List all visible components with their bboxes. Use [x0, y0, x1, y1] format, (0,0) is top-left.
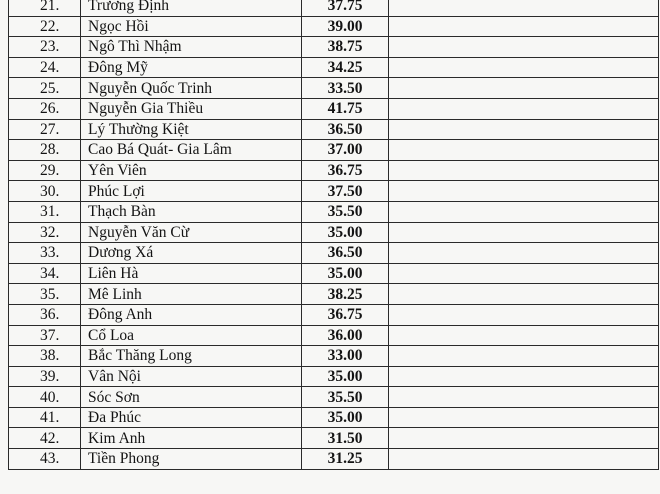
row-number-cell: 32. [9, 222, 81, 243]
score-cell: 37.75 [302, 0, 389, 16]
score-cell: 38.75 [302, 37, 389, 58]
row-number-cell: 21. [9, 0, 81, 16]
table-row [9, 407, 659, 428]
table-row [9, 78, 659, 99]
row-number-cell: 28. [9, 140, 81, 161]
table-row [9, 346, 659, 367]
score-cell: 37.50 [302, 181, 389, 202]
score-cell: 36.75 [302, 160, 389, 181]
note-cell [389, 263, 659, 284]
row-number-cell: 23. [9, 37, 81, 58]
school-name-cell: Mê Linh [81, 284, 302, 305]
score-cell: 39.00 [302, 16, 389, 37]
row-number-cell: 36. [9, 304, 81, 325]
row-number-cell: 22. [9, 16, 81, 37]
score-cell: 35.50 [302, 201, 389, 222]
note-cell [389, 119, 659, 140]
row-number-cell: 37. [9, 325, 81, 346]
note-cell [389, 304, 659, 325]
score-cell: 41.75 [302, 98, 389, 119]
score-cell: 36.50 [302, 243, 389, 264]
table-row [9, 140, 659, 161]
table-row [9, 263, 659, 284]
note-cell [389, 57, 659, 78]
school-name-cell: Nguyễn Gia Thiều [81, 98, 302, 119]
row-number-cell: 24. [9, 57, 81, 78]
row-number-cell: 33. [9, 243, 81, 264]
score-cell: 35.50 [302, 387, 389, 408]
row-number-cell: 43. [9, 449, 81, 470]
school-name-cell: Thạch Bàn [81, 201, 302, 222]
score-cell: 37.00 [302, 140, 389, 161]
table-row [9, 57, 659, 78]
note-cell [389, 16, 659, 37]
score-cell: 36.50 [302, 119, 389, 140]
row-number-cell: 25. [9, 78, 81, 99]
row-number-cell: 40. [9, 387, 81, 408]
score-cell: 33.50 [302, 78, 389, 99]
school-name-cell: Đông Anh [81, 304, 302, 325]
score-cell: 33.00 [302, 346, 389, 367]
row-number-cell: 42. [9, 428, 81, 449]
school-name-cell: Phúc Lợi [81, 181, 302, 202]
table-row [9, 16, 659, 37]
score-cell: 31.25 [302, 449, 389, 470]
table-row [9, 222, 659, 243]
note-cell [389, 366, 659, 387]
note-cell [389, 98, 659, 119]
note-cell [389, 387, 659, 408]
row-number-cell: 35. [9, 284, 81, 305]
note-cell [389, 407, 659, 428]
row-number-cell: 34. [9, 263, 81, 284]
table-body [9, 0, 659, 469]
table-row [9, 181, 659, 202]
school-name-cell: Kim Anh [81, 428, 302, 449]
row-number-cell: 26. [9, 98, 81, 119]
row-number-cell: 31. [9, 201, 81, 222]
table-row [9, 304, 659, 325]
school-name-cell: Ngô Thì Nhậm [81, 37, 302, 58]
row-number-cell: 39. [9, 366, 81, 387]
school-name-cell: Bắc Thăng Long [81, 346, 302, 367]
note-cell [389, 449, 659, 470]
school-name-cell: Đông Mỹ [81, 57, 302, 78]
school-name-cell: Yên Viên [81, 160, 302, 181]
table-row [9, 387, 659, 408]
score-cell: 35.00 [302, 222, 389, 243]
school-name-cell: Dương Xá [81, 243, 302, 264]
note-cell [389, 222, 659, 243]
note-cell [389, 346, 659, 367]
school-name-cell: Tiền Phong [81, 449, 302, 470]
table-row [9, 366, 659, 387]
score-cell: 38.25 [302, 284, 389, 305]
note-cell [389, 428, 659, 449]
note-cell [389, 243, 659, 264]
score-cell: 31.50 [302, 428, 389, 449]
school-name-cell: Ngọc Hồi [81, 16, 302, 37]
note-cell [389, 325, 659, 346]
row-number-cell: 41. [9, 407, 81, 428]
school-name-cell: Đa Phúc [81, 407, 302, 428]
admission-score-table [8, 0, 659, 470]
school-name-cell: Nguyễn Quốc Trinh [81, 78, 302, 99]
table-row [9, 243, 659, 264]
table-row [9, 0, 659, 16]
row-number-cell: 38. [9, 346, 81, 367]
school-name-cell: Cổ Loa [81, 325, 302, 346]
score-cell: 35.00 [302, 263, 389, 284]
table-row [9, 284, 659, 305]
note-cell [389, 201, 659, 222]
row-number-cell: 27. [9, 119, 81, 140]
table-row [9, 325, 659, 346]
note-cell [389, 0, 659, 16]
score-cell: 35.00 [302, 366, 389, 387]
score-cell: 34.25 [302, 57, 389, 78]
table-row [9, 160, 659, 181]
note-cell [389, 140, 659, 161]
note-cell [389, 284, 659, 305]
school-name-cell: Liên Hà [81, 263, 302, 284]
school-name-cell: Vân Nội [81, 366, 302, 387]
school-name-cell: Sóc Sơn [81, 387, 302, 408]
table-row [9, 428, 659, 449]
score-cell: 36.75 [302, 304, 389, 325]
school-name-cell: Lý Thường Kiệt [81, 119, 302, 140]
table-row [9, 449, 659, 470]
school-name-cell: Trương Định [81, 0, 302, 16]
school-name-cell: Nguyễn Văn Cừ [81, 222, 302, 243]
score-cell: 35.00 [302, 407, 389, 428]
table-row [9, 98, 659, 119]
row-number-cell: 29. [9, 160, 81, 181]
table-row [9, 201, 659, 222]
school-name-cell: Cao Bá Quát- Gia Lâm [81, 140, 302, 161]
table-row [9, 119, 659, 140]
note-cell [389, 181, 659, 202]
table-row [9, 37, 659, 58]
score-cell: 36.00 [302, 325, 389, 346]
note-cell [389, 37, 659, 58]
note-cell [389, 78, 659, 99]
row-number-cell: 30. [9, 181, 81, 202]
note-cell [389, 160, 659, 181]
